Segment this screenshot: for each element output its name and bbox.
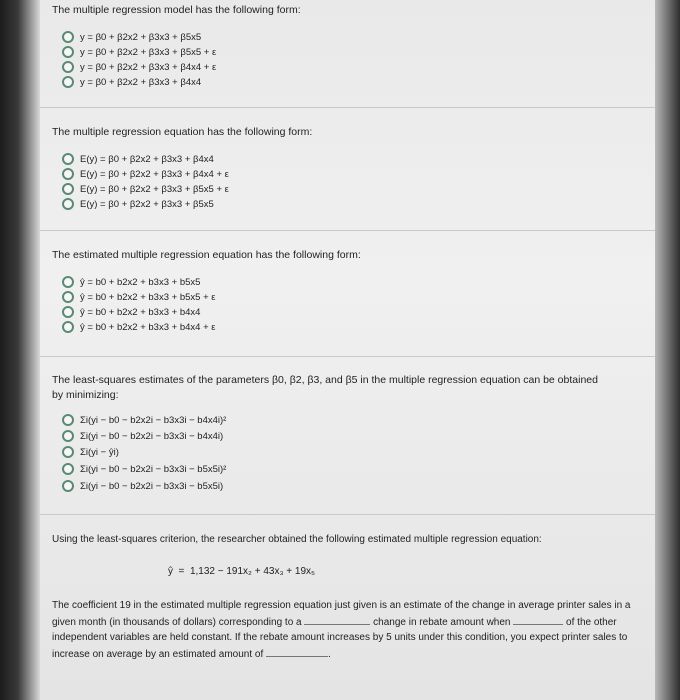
- q4-prompt: [52, 373, 598, 403]
- q5-paragraph: [52, 598, 642, 662]
- q4-prompt-line1: The least-squares estimates of the parameters β0, β2, β3, and β5 in the multiple regression equation can be obtained: [52, 374, 598, 386]
- q3-option-4[interactable]: ŷ = b0 + b2x2 + b3x3 + b4x4 + ε: [62, 320, 216, 334]
- q4-option-3[interactable]: Σi(yi − ŷi): [62, 445, 119, 459]
- q1-option-2[interactable]: y = β0 + β2x2 + β3x3 + β5x5 + ε: [62, 45, 216, 59]
- worksheet-page: [40, 0, 655, 700]
- radio-icon[interactable]: [62, 31, 74, 43]
- radio-icon[interactable]: [62, 168, 74, 180]
- q3-option-3[interactable]: ŷ = b0 + b2x2 + b3x3 + b4x4: [62, 305, 200, 319]
- radio-icon[interactable]: [62, 306, 74, 318]
- q5-text-b: change in rebate amount when: [373, 616, 511, 628]
- radio-icon[interactable]: [62, 46, 74, 58]
- q1-option-4[interactable]: y = β0 + β2x2 + β3x3 + β4x4: [62, 75, 201, 89]
- radio-icon[interactable]: [62, 430, 74, 442]
- q5-text-d: .: [328, 648, 331, 660]
- q1-option-1[interactable]: y = β0 + β2x2 + β3x3 + β5x5: [62, 30, 201, 44]
- q4-option-2[interactable]: Σi(yi − b0 − b2x2i − b3x3i − b4x4i): [62, 429, 223, 443]
- q4-option-5[interactable]: Σi(yi − b0 − b2x2i − b3x3i − b5x5i): [62, 479, 223, 493]
- q2-option-3[interactable]: E(y) = β0 + β2x2 + β3x3 + β5x5 + ε: [62, 182, 229, 196]
- q1-prompt: The multiple regression model has the following form:: [52, 4, 301, 16]
- q4-option-1[interactable]: Σi(yi − b0 − b2x2i − b3x3i − b4x4i)²: [62, 413, 226, 427]
- radio-icon[interactable]: [62, 153, 74, 165]
- radio-icon[interactable]: [62, 61, 74, 73]
- radio-icon[interactable]: [62, 480, 74, 492]
- q2-option-1[interactable]: E(y) = β0 + β2x2 + β3x3 + β4x4: [62, 152, 214, 166]
- q2-option-2[interactable]: E(y) = β0 + β2x2 + β3x3 + β4x4 + ε: [62, 167, 229, 181]
- radio-icon[interactable]: [62, 291, 74, 303]
- q3-option-1[interactable]: ŷ = b0 + b2x2 + b3x3 + b5x5: [62, 275, 200, 289]
- q2-option-4[interactable]: E(y) = β0 + β2x2 + β3x3 + β5x5: [62, 197, 214, 211]
- q4-prompt-line2: by minimizing:: [52, 389, 119, 401]
- divider: [40, 230, 655, 231]
- radio-icon[interactable]: [62, 463, 74, 475]
- divider: [40, 107, 655, 108]
- q5-text-c: of the other independent variables are held constant. If the rebate amount increases by 5 units under this condition, you expect printer sales to increase on average by an estimated amount of: [52, 616, 628, 660]
- blank-unit-change[interactable]: [304, 614, 370, 625]
- radio-icon[interactable]: [62, 446, 74, 458]
- q3-option-2[interactable]: ŷ = b0 + b2x2 + b3x3 + b5x5 + ε: [62, 290, 216, 304]
- radio-icon[interactable]: [62, 414, 74, 426]
- q3-prompt: The estimated multiple regression equation has the following form:: [52, 249, 361, 261]
- radio-icon[interactable]: [62, 183, 74, 195]
- q5-text-a: The coefficient 19 in the estimated multiple regression equation just given is an estimate of the change in average printer sales in a given month (in thousands of dollars) corresponding to a: [52, 600, 631, 628]
- blank-other-vars[interactable]: [513, 614, 563, 625]
- divider: [40, 514, 655, 515]
- estimated-equation: ŷ = 1,132 − 191x₂ + 43x₃ + 19x₅: [168, 566, 316, 577]
- radio-icon[interactable]: [62, 76, 74, 88]
- radio-icon[interactable]: [62, 321, 74, 333]
- q2-prompt: The multiple regression equation has the following form:: [52, 126, 313, 138]
- q4-option-4[interactable]: Σi(yi − b0 − b2x2i − b3x3i − b5x5i)²: [62, 462, 226, 476]
- divider: [40, 356, 655, 357]
- blank-sales-increase[interactable]: [266, 646, 328, 657]
- radio-icon[interactable]: [62, 198, 74, 210]
- radio-icon[interactable]: [62, 276, 74, 288]
- q1-option-3[interactable]: y = β0 + β2x2 + β3x3 + β4x4 + ε: [62, 60, 216, 74]
- q5-intro: Using the least-squares criterion, the researcher obtained the following estimated multiple regression equation:: [52, 534, 542, 545]
